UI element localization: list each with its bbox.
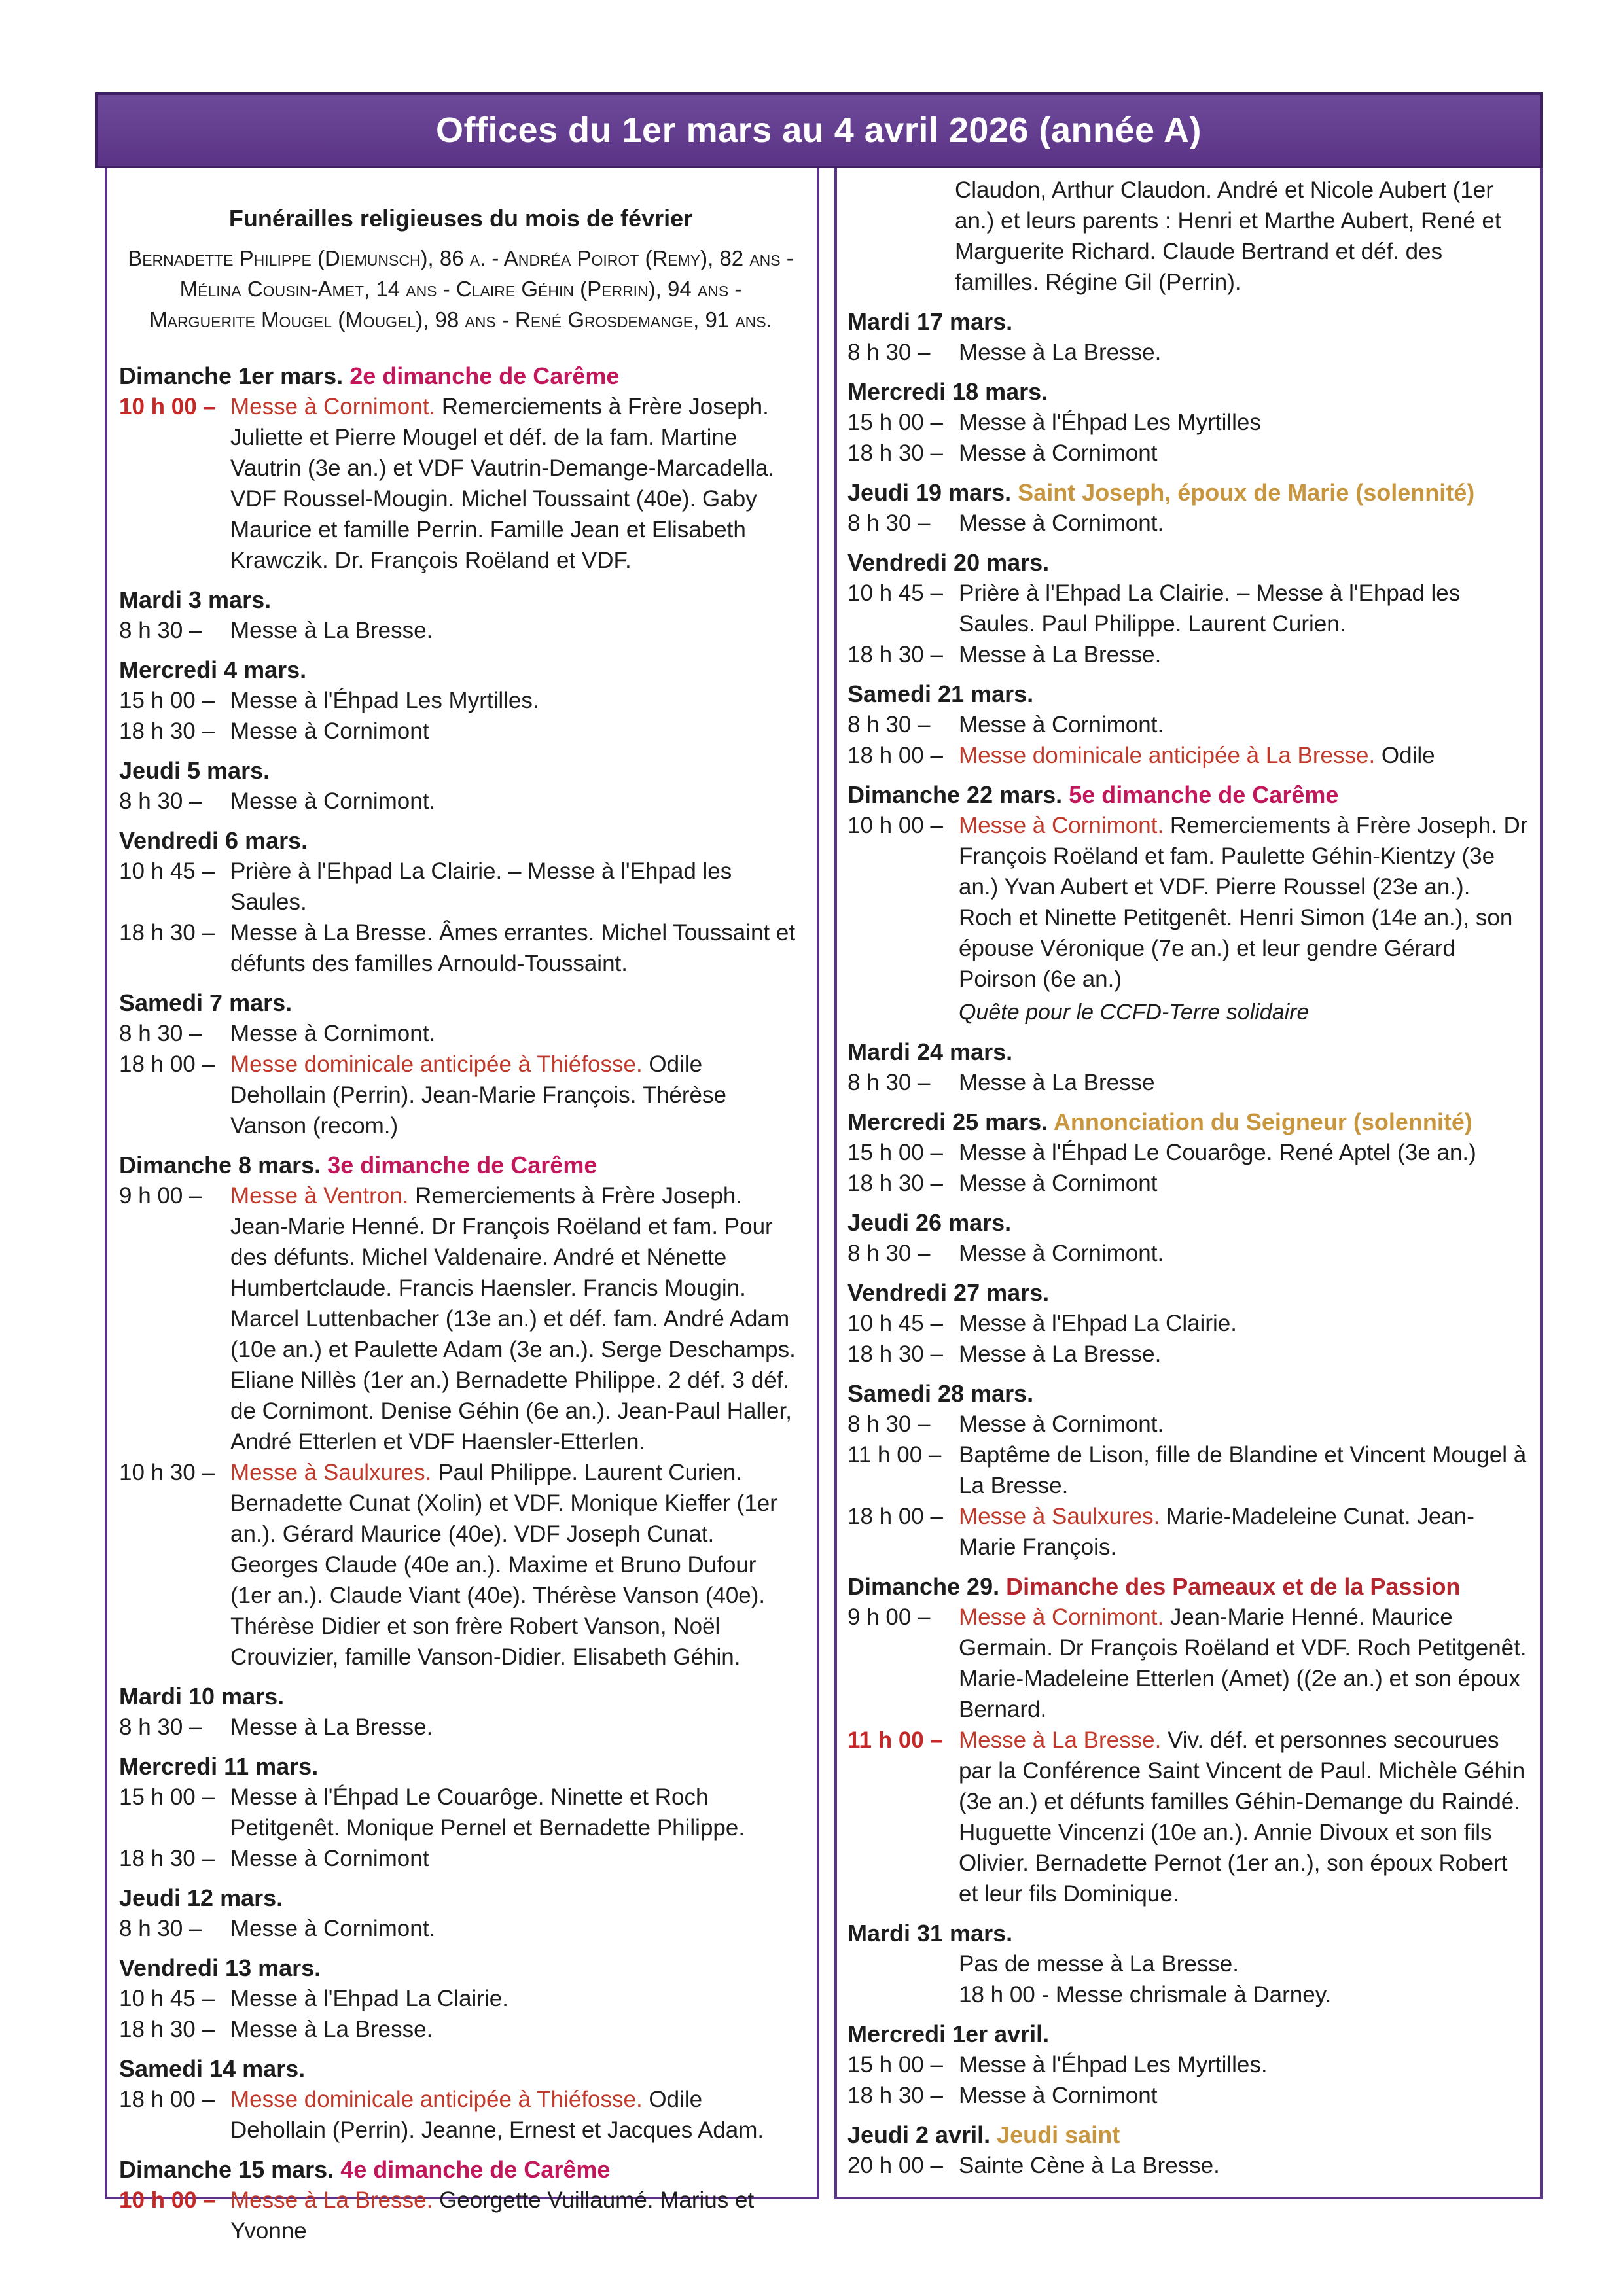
service-time: 9 h 00 – [119,1183,202,1209]
day-date: Mercredi 1er avril. [847,2021,1050,2047]
service-time: 15 h 00 – [847,2052,943,2077]
left-column [105,168,819,2244]
service-entry [119,1782,802,1843]
service-entry [119,1180,802,1457]
funerals-line: Bernadette Philippe (Diemunsch), 86 a. - Andréa Poirot (Remy), 82 ans - [128,246,794,270]
service-text: Sainte Cène à La Bresse. [959,2153,1220,2178]
service-time: 18 h 30 – [847,1171,943,1196]
service-description [230,1913,802,1944]
service-entry [847,1439,1529,1501]
service-entry [847,1067,1529,1098]
day-block [847,1208,1529,1269]
service-description [230,615,802,646]
day-date: Mardi 31 mars. [847,1920,1013,1947]
service-entry [847,639,1529,670]
service-entry [119,1712,802,1742]
service-description [959,1308,1529,1339]
day-block [847,1379,1529,1563]
service-text: Messe à Cornimont. [959,1241,1164,1266]
service-text: Messe à Cornimont. [230,788,436,814]
day-block [119,988,802,1141]
service-description [230,1712,802,1742]
day-date: Vendredi 20 mars. [847,549,1050,576]
day-block [847,1037,1529,1098]
service-text: Messe à La Bresse. [959,642,1162,667]
service-description [959,1067,1529,1098]
service-text: Messe à La Bresse. Âmes errantes. Michel Toussaint et défunts des familles Arnould-Toussaint. [230,920,796,976]
day-date: Vendredi 6 mars. [119,827,308,854]
day-block [847,2019,1529,2111]
service-description [959,407,1529,438]
day-heading [847,2019,1529,2049]
service-entry [119,1049,802,1141]
day-heading [119,2054,802,2084]
day-date: Dimanche 8 mars. [119,1152,321,1178]
service-text: Messe à Cornimont [959,2083,1158,2108]
service-text: Odile Dehollain (Perrin). Jeanne, Ernest et Jacques Adam. [230,2087,764,2143]
service-description [959,2080,1529,2111]
day-block [847,1278,1529,1369]
day-date: Mardi 24 mars. [847,1038,1013,1065]
day-date: Samedi 28 mars. [847,1380,1034,1407]
service-entry [847,1168,1529,1199]
service-text: Messe à Cornimont. [230,1021,436,1046]
day-block [847,1918,1529,2010]
service-text: Odile Dehollain (Perrin). Jean-Marie François. Thérèse Vanson (recom.) [230,1051,726,1139]
day-block [119,2054,802,2146]
day-block [119,361,802,576]
day-heading [119,2155,802,2185]
service-time: 18 h 30 – [847,1341,943,1367]
service-time: 8 h 30 – [119,788,202,814]
day-heading [847,1918,1529,1949]
service-entry [847,1137,1529,1168]
service-description [959,1602,1529,1725]
day-block [119,826,802,979]
day-heading [847,307,1529,337]
day-date: Mercredi 11 mars. [119,1753,319,1780]
day-block [847,377,1529,468]
service-description [959,2150,1529,2181]
day-heading [847,1107,1529,1137]
service-entry [847,1725,1529,1909]
service-time: 18 h 30 – [119,1846,215,1871]
service-entry [847,337,1529,368]
service-entry [847,740,1529,771]
service-text: Odile [1375,743,1435,768]
service-text: Messe à La Bresse. [959,1341,1162,1367]
service-entry [847,2080,1529,2111]
day-block [847,780,1529,1028]
service-description [230,1049,802,1141]
service-description [959,709,1529,740]
day-heading [119,756,802,786]
service-text: Messe à Cornimont. [959,510,1164,536]
funerals-line: Marguerite Mougel (Mougel), 98 ans - René Grosdemange, 91 ans. [149,308,772,332]
service-description [230,917,802,979]
service-highlight: Messe à Cornimont. [959,813,1164,838]
day-date: Dimanche 29. [847,1573,1000,1600]
service-description [230,2185,802,2246]
service-description [959,1725,1529,1909]
service-time: 8 h 30 – [119,618,202,643]
service-description [959,1238,1529,1269]
funerals-list [119,243,802,335]
service-description [959,337,1529,368]
day-block [119,585,802,646]
service-text: Messe à Cornimont [230,1846,429,1871]
service-time: 10 h 45 – [119,858,215,884]
service-description [959,1339,1529,1369]
day-heading [847,679,1529,709]
continued-intentions: Claudon, Arthur Claudon. André et Nicole Aubert (1er an.) et leurs parents : Henri et Marthe Aubert, René et Marguerite Richard. Claude Bertrand et déf. des familles. Régine Gil (Perrin). [955,177,1501,295]
service-entry [847,407,1529,438]
day-date: Jeudi 26 mars. [847,1209,1012,1236]
day-date: Jeudi 5 mars. [119,757,270,784]
service-description [959,1501,1529,1563]
liturgical-feast: 5e dimanche de Carême [1069,781,1339,808]
service-time: 18 h 30 – [847,642,943,667]
liturgical-feast: 2e dimanche de Carême [349,362,620,389]
day-heading [119,1682,802,1712]
day-date: Vendredi 27 mars. [847,1279,1050,1306]
liturgical-feast: Saint Joseph, époux de Marie (solennité) [1018,479,1475,506]
service-time: 15 h 00 – [847,410,943,435]
service-description [959,2049,1529,2080]
service-time: 8 h 30 – [847,1241,931,1266]
service-entry [847,810,1529,995]
service-highlight: Messe à Cornimont. [959,1604,1164,1630]
liturgical-feast: 4e dimanche de Carême [340,2156,611,2183]
service-description [230,716,802,747]
service-highlight: Messe à Ventron. [230,1183,409,1209]
service-time: 10 h 45 – [847,1311,943,1336]
service-text: Messe à l'Ehpad La Clairie. [230,1986,508,2011]
day-date: Samedi 21 mars. [847,680,1034,707]
day-block [119,2155,802,2246]
service-description [230,2084,802,2146]
service-time: 8 h 30 – [847,510,931,536]
service-description [230,685,802,716]
day-block [847,548,1529,670]
service-text: Viv. déf. et personnes secourues par la Conférence Saint Vincent de Paul. Michèle Géhin (3e an.) et défunts familles Géhin-Demange du Raindé. Huguette Vincenzi (10e an.). Annie Divoux et son fils Olivier. Bernadette Pernot (1er an.), son époux Robert et leur fils Dominique. [959,1727,1525,1907]
day-heading [847,1208,1529,1238]
service-time: 20 h 00 – [847,2153,943,2178]
service-time: 10 h 30 – [119,1460,215,1485]
liturgical-feast: Jeudi saint [997,2121,1120,2148]
service-time: 18 h 00 – [119,2087,215,2112]
service-text: Prière à l'Ehpad La Clairie. – Messe à l'Ehpad les Saules. Paul Philippe. Laurent Curien. [959,580,1461,637]
service-time: 18 h 30 – [119,2017,215,2042]
service-entry [119,1843,802,1874]
right-column [834,168,1543,2199]
service-highlight: Messe à Cornimont. [230,394,436,419]
day-block [119,1150,802,1672]
service-time: 15 h 00 – [119,1784,215,1810]
service-description [959,810,1529,995]
service-entry [847,1308,1529,1339]
service-text: Messe à La Bresse [959,1070,1155,1095]
day-date: Mardi 10 mars. [119,1683,285,1710]
service-text: Messe à l'Éhpad Le Couarôge. Ninette et Roch Petitgenêt. Monique Pernel et Bernadette Philippe. [230,1784,745,1841]
liturgical-feast: Dimanche des Pameaux et de la Passion [1006,1573,1461,1600]
service-time: 8 h 30 – [119,1021,202,1046]
service-entry [119,917,802,979]
day-block [847,1107,1529,1199]
service-entry [847,2049,1529,2080]
day-heading [119,585,802,615]
service-time: 15 h 00 – [847,1140,943,1165]
service-entry [119,786,802,817]
service-line: Pas de messe à La Bresse. [959,1951,1239,1977]
service-description [230,856,802,917]
service-time: 11 h 00 – [847,1442,942,1468]
service-time: 10 h 45 – [119,1986,215,2011]
service-time: 18 h 30 – [119,920,215,945]
day-block [847,307,1529,368]
service-description [230,1843,802,1874]
day-block [847,679,1529,771]
service-text: Messe à Cornimont [959,1171,1158,1196]
service-entry [847,1409,1529,1439]
service-description [230,1782,802,1843]
day-heading [119,1752,802,1782]
service-entry [847,438,1529,468]
day-heading [847,2120,1529,2150]
service-text: Messe à Cornimont [230,718,429,744]
day-block [119,655,802,747]
day-heading [847,478,1529,508]
service-time: 18 h 30 – [847,2083,943,2108]
service-text: Prière à l'Ehpad La Clairie. – Messe à l'Ehpad les Saules. [230,858,732,915]
service-time: 18 h 30 – [847,440,943,466]
service-text: Marie-Madeleine Cunat. Jean-Marie François. [959,1504,1474,1560]
service-time: 8 h 30 – [847,1411,931,1437]
day-block [119,1752,802,1874]
service-entry [119,615,802,646]
service-entry [119,685,802,716]
service-description [230,1018,802,1049]
day-heading [119,988,802,1018]
service-text: Remerciements à Frère Joseph. Jean-Marie Henné. Dr François Roëland et fam. Pour des défunts. Michel Valdenaire. André et Nénette Humbertclaude. Francis Haensler. Francis Mougin. Marcel Luttenbacher (13e an.) et déf. fam. André Adam (10e an.) et Paulette Adam (3e an.). Serge Deschamps. Eliane Nillès (1er an.) Bernadette Philippe. 2 déf. 3 déf. de Cornimont. Denise Géhin (6e an.). Jean-Paul Haller, André Etterlen et VDF Haensler-Etterlen. [230,1183,796,1455]
service-description [959,1137,1529,1168]
service-entry [119,2185,802,2246]
day-heading [119,1150,802,1180]
service-highlight: Messe dominicale anticipée à Thiéfosse. [230,2087,643,2112]
service-description [959,1168,1529,1199]
day-block [119,1883,802,1944]
service-entry [847,578,1529,639]
service-text: Messe à l'Éhpad Le Couarôge. René Aptel (3e an.) [959,1140,1476,1165]
service-description [230,1983,802,2014]
service-highlight: Messe à Saulxures. [230,1460,432,1485]
service-entry [847,709,1529,740]
service-text: Messe à La Bresse. [959,340,1162,365]
day-heading [847,1379,1529,1409]
service-time: 10 h 45 – [847,580,943,606]
collection-note: Quête pour le CCFD-Terre solidaire [959,1000,1310,1025]
day-block [119,1682,802,1742]
day-date: Mercredi 4 mars. [119,656,307,683]
day-date: Jeudi 12 mars. [119,1884,283,1911]
day-heading [119,655,802,685]
service-description [959,578,1529,639]
service-highlight: Messe à La Bresse. [959,1727,1162,1753]
service-entry [119,716,802,747]
day-heading [847,1037,1529,1067]
service-time: 8 h 30 – [847,340,931,365]
service-time: 15 h 00 – [119,688,215,713]
day-date: Mercredi 18 mars. [847,378,1048,405]
service-description [959,438,1529,468]
day-date: Dimanche 22 mars. [847,781,1063,808]
day-heading [847,780,1529,810]
right-schedule [847,307,1529,2181]
service-text: Messe à La Bresse. [230,2017,433,2042]
service-entry [119,2084,802,2146]
service-entry [119,1983,802,2014]
day-block [847,1572,1529,1909]
service-text: Georgette Vuillaumé. Marius et Yvonne [230,2187,755,2244]
service-entry [119,1913,802,1944]
day-block [119,756,802,817]
day-heading [119,1883,802,1913]
day-date: Jeudi 19 mars. [847,479,1012,506]
service-description [959,639,1529,670]
day-date: Vendredi 13 mars. [119,1954,321,1981]
service-time: 8 h 30 – [119,1714,202,1740]
day-date: Mercredi 25 mars. [847,1108,1048,1135]
service-entry [119,1457,802,1672]
page-title: Offices du 1er mars au 4 avril 2026 (année A) [95,92,1543,168]
service-text: Messe à La Bresse. [230,618,433,643]
day-block [847,2120,1529,2181]
service-entry [119,391,802,576]
service-description [959,740,1529,771]
service-highlight: Messe dominicale anticipée à Thiéfosse. [230,1051,643,1077]
service-time: 9 h 00 – [847,1604,931,1630]
service-time: 18 h 30 – [119,718,215,744]
service-highlight: Messe à Saulxures. [959,1504,1160,1529]
service-text: Paul Philippe. Laurent Curien. Bernadette Cunat (Xolin) et VDF. Monique Kieffer (1er an.). Gérard Maurice (40e). VDF Joseph Cunat. Georges Claude (40e an.). Maxime et Bruno Dufour (1er an.). Claude Viant (40e). Thérèse Vanson (40e). Thérèse Didier et son frère Robert Vanson, Noël Crouvizier, famille Vanson-Didier. Elisabeth Géhin. [230,1460,777,1670]
service-time: 18 h 00 – [847,1504,943,1529]
service-time: 8 h 30 – [119,1916,202,1941]
service-entry [847,508,1529,539]
day-heading [847,1278,1529,1308]
service-text: Remerciements à Frère Joseph. Dr François Roëland et fam. Paulette Géhin-Kientzy (3e an.) Yvan Aubert et VDF. Pierre Roussel (23e an.). Roch et Ninette Petitgenêt. Henri Simon (14e an.), son épouse Véronique (7e an.) et leur gendre Gérard Poirson (6e an.) [959,813,1528,992]
left-schedule [119,361,802,2246]
service-description [230,2014,802,2045]
funerals-title: Funérailles religieuses du mois de février [228,205,693,232]
day-heading [119,826,802,856]
day-date: Dimanche 1er mars. [119,362,344,389]
day-date: Dimanche 15 mars. [119,2156,334,2183]
service-time: 8 h 30 – [847,1070,931,1095]
service-time: 10 h 00 – [119,2187,216,2213]
service-entry [847,1238,1529,1269]
service-description [959,508,1529,539]
day-heading [847,548,1529,578]
service-entry [847,1501,1529,1563]
service-description [230,391,802,576]
service-entry [119,2014,802,2045]
service-description [959,1409,1529,1439]
service-description [230,1457,802,1672]
service-entry [119,856,802,917]
service-time: 10 h 00 – [119,394,216,419]
service-text: Messe à Cornimont. [230,1916,436,1941]
day-date: Mardi 3 mars. [119,586,272,613]
service-line: 18 h 00 - Messe chrismale à Darney. [959,1982,1332,2007]
day-heading [119,1953,802,1983]
service-highlight: Messe à La Bresse. [230,2187,433,2213]
service-highlight: Messe dominicale anticipée à La Bresse. [959,743,1376,768]
service-text: Jean-Marie Henné. Maurice Germain. Dr François Roëland et VDF. Roch Petitgenêt. Marie-Madeleine Etterlen (Amet) ((2e an.) et son époux Bernard. [959,1604,1527,1722]
service-entry [847,2150,1529,2181]
service-description [230,1180,802,1457]
service-time: 18 h 00 – [119,1051,215,1077]
service-text: Baptême de Lison, fille de Blandine et Vincent Mougel à La Bresse. [959,1442,1527,1498]
day-heading [119,361,802,391]
liturgical-feast: 3e dimanche de Carême [327,1152,597,1178]
service-text: Messe à l'Éhpad Les Myrtilles [959,410,1261,435]
day-block [119,1953,802,2045]
service-text: Messe à La Bresse. [230,1714,433,1740]
service-text: Remerciements à Frère Joseph. Juliette et Pierre Mougel et déf. de la fam. Martine Vautrin (3e an.) et VDF Vautrin-Demange-Marcadella. VDF Roussel-Mougin. Michel Toussaint (40e). Gaby Maurice et famille Perrin. Famille Jean et Elisabeth Krawczik. Dr. François Roëland et VDF. [230,394,775,573]
day-date: Mardi 17 mars. [847,308,1013,335]
day-date: Samedi 14 mars. [119,2055,306,2082]
service-entry [119,1018,802,1049]
day-date: Jeudi 2 avril. [847,2121,991,2148]
service-time: 10 h 00 – [847,813,943,838]
service-time: 11 h 00 – [847,1727,943,1753]
service-text: Messe à Cornimont [959,440,1158,466]
day-heading [847,1572,1529,1602]
service-text: Messe à Cornimont. [959,712,1164,737]
service-time: 8 h 30 – [847,712,931,737]
service-entry [847,1339,1529,1369]
service-time: 18 h 00 – [847,743,943,768]
service-text: Messe à l'Éhpad Les Myrtilles. [230,688,539,713]
service-description [230,786,802,817]
day-date: Samedi 7 mars. [119,989,293,1016]
service-text: Messe à Cornimont. [959,1411,1164,1437]
service-text: Messe à l'Éhpad Les Myrtilles. [959,2052,1268,2077]
service-description [959,1439,1529,1501]
liturgical-feast: Annonciation du Seigneur (solennité) [1053,1108,1472,1135]
service-text: Messe à l'Ehpad La Clairie. [959,1311,1237,1336]
day-heading [847,377,1529,407]
funerals-line: Mélina Cousin-Amet, 14 ans - Claire Géhin (Perrin), 94 ans - [179,277,742,301]
day-block [847,478,1529,539]
service-entry [847,1602,1529,1725]
